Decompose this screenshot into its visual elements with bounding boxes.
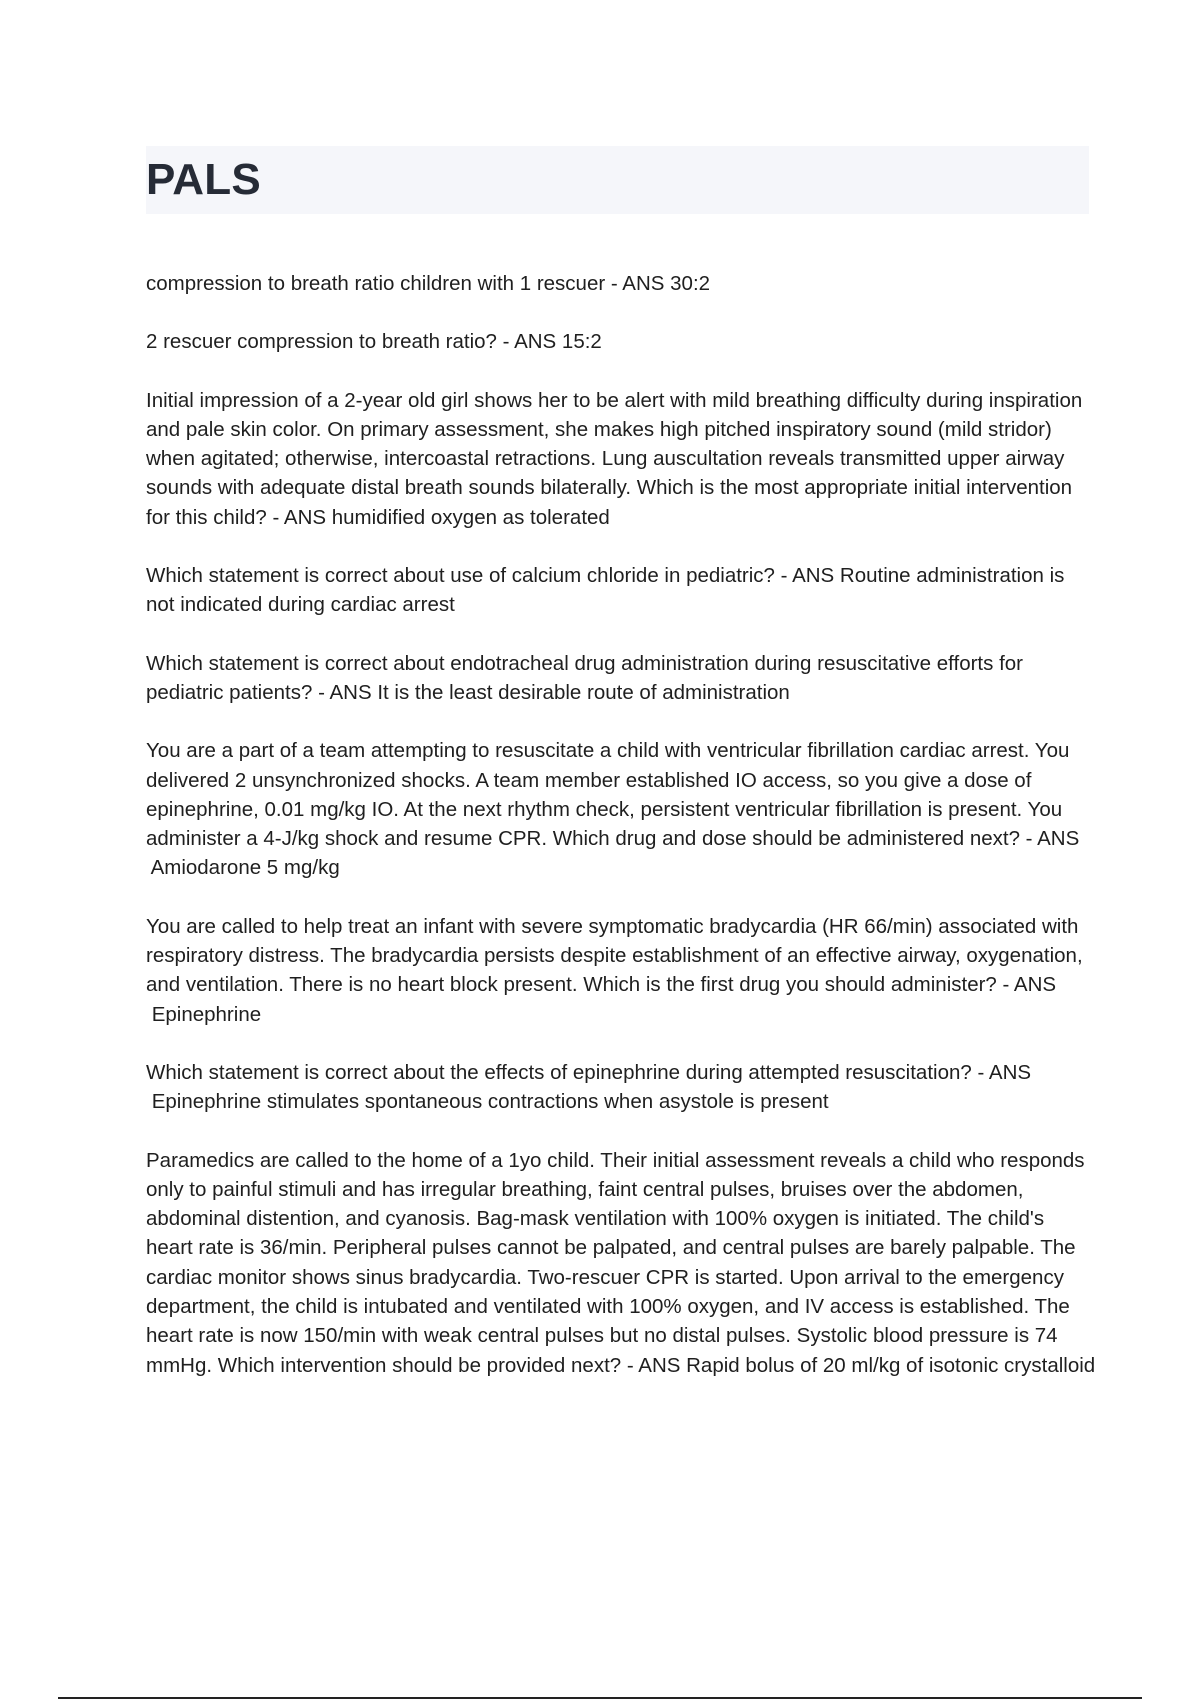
question-text: Paramedics are called to the home of a 1yo child. Their initial assessment reveals a child who responds only to painful stimuli and has irregular breathing, faint central pulses, bruises over the abdomen, abdominal distention, and cyanosis. Bag-mask ventilation with 100% oxygen is initiated. The child's heart rate is 36/min. Peripheral pulses cannot be palpated, and central pulses are barely palpable. The cardiac monitor shows sinus bradycardia. Two-rescuer CPR is started. Upon arrival to the emergency department, the child is intubated and ventilated with 100% oxygen, and IV access is established. The heart rate is now 150/min with weak central pulses but no distal pulses. Systolic blood pressure is 74 mmHg. Which intervention should be provided next? -: [146, 1148, 1085, 1377]
qa-item: [146, 561, 1096, 620]
footer-divider: [58, 1697, 1142, 1699]
question-text: 2 rescuer compression to breath ratio? -: [146, 330, 510, 354]
qa-item: [146, 269, 1096, 298]
answer-marker: ANS: [329, 680, 372, 704]
qa-item: [146, 327, 1096, 356]
qa-item: [146, 736, 1096, 882]
qa-item: [146, 912, 1096, 1029]
answer-marker: ANS: [283, 505, 327, 529]
answer-text: 30:2: [670, 272, 711, 295]
answer-marker: ANS: [1037, 827, 1080, 851]
answer-marker: ANS: [514, 330, 557, 354]
document-title: PALS: [146, 155, 261, 204]
question-text: You are a part of a team attempting to resuscitate a child with ventricular fibrillation cardiac arrest. You delivered 2 unsynchronized shocks. A team member established IO access, so you give a dose of epinephrine, 0.01 mg/kg IO. At the next rhythm check, persistent ventricular fibrillation is present. You administer a 4-J/kg shock and resume CPR. Which drug and dose should be administered next? -: [146, 739, 1070, 851]
question-text: compression to breath ratio children with 1 rescuer -: [146, 272, 618, 295]
answer-text: 15:2: [561, 330, 602, 354]
qa-item: [146, 649, 1096, 708]
answer-text: It is the least desirable route of administration: [377, 680, 790, 704]
question-text: You are called to help treat an infant with severe symptomatic bradycardia (HR 66/min) associated with respiratory distress. The bradycardia persists despite establishment of an effective airway, oxygenation, and ventilation. There is no heart block present. Which is the first drug you should administer? -: [146, 914, 1083, 997]
answer-marker: ANS: [1013, 973, 1057, 997]
answer-text: Amiodarone 5 mg/kg: [150, 856, 340, 880]
qa-list: [146, 269, 1096, 1409]
answer-text: Epinephrine: [151, 1002, 262, 1026]
answer-marker: ANS: [622, 272, 665, 295]
answer-text: Epinephrine stimulates spontaneous contractions when asystole is present: [151, 1090, 829, 1114]
answer-text: Routine administration is not indicated during cardiac arrest: [146, 564, 1065, 617]
answer-text: Rapid bolus of 20 ml/kg of isotonic crystalloid: [686, 1353, 1096, 1377]
title-banner: [146, 146, 1089, 214]
question-text: Initial impression of a 2-year old girl shows her to be alert with mild breathing difficulty during inspiration and pale skin color. On primary assessment, she makes high pitched inspiratory sound (mild stridor) when agitated; otherwise, intercoastal retractions. Lung auscultation reveals transmitted upper airway sounds with adequate distal breath sounds bilaterally. Which is the most appropriate initial intervention for this child? -: [146, 388, 1083, 529]
qa-item: [146, 1146, 1096, 1380]
answer-text: humidified oxygen as tolerated: [331, 505, 610, 529]
question-text: Which statement is correct about the effects of epinephrine during attempted resuscitation? -: [146, 1060, 985, 1084]
qa-item: [146, 1058, 1096, 1117]
answer-marker: ANS: [638, 1353, 681, 1377]
answer-marker: ANS: [792, 564, 835, 588]
qa-item: [146, 386, 1096, 532]
question-text: Which statement is correct about use of calcium chloride in pediatric? -: [146, 564, 788, 588]
answer-marker: ANS: [988, 1060, 1032, 1084]
question-text: Which statement is correct about endotracheal drug administration during resuscitative efforts for pediatric patients? -: [146, 651, 1023, 704]
